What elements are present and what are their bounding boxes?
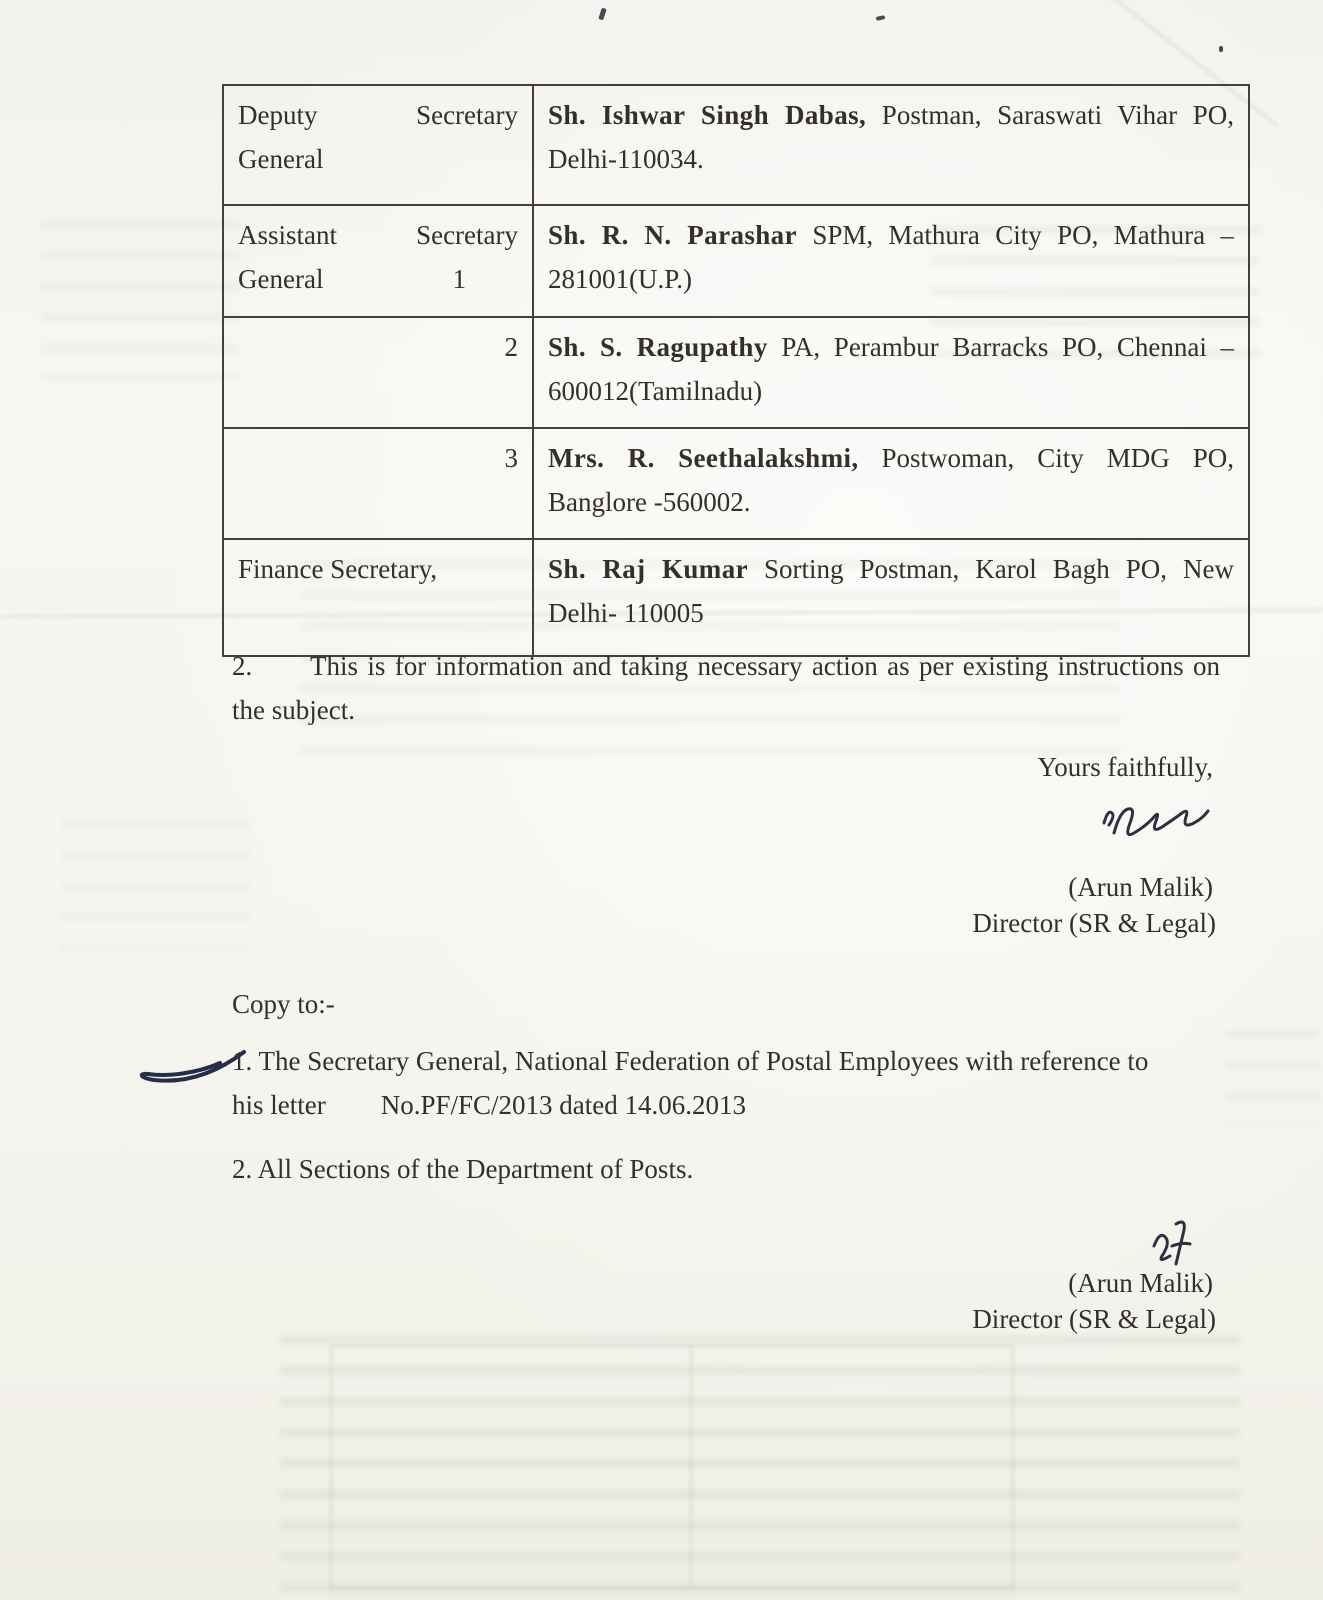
copy-item-1-line2b: No.PF/FC/2013 dated 14.06.2013 <box>380 1089 747 1120</box>
bleedthrough-artifact <box>40 220 240 380</box>
table-row <box>223 428 1249 539</box>
holder-address: PA, Perambur Barracks PO, Chennai – 600012(Tamilnadu) <box>548 332 1234 406</box>
copy-item-1-line2 <box>232 1084 1224 1128</box>
holder-number: 3 <box>504 443 518 473</box>
table-row <box>223 85 1249 205</box>
post-label: Deputy <box>238 100 318 130</box>
holder-number: 1 <box>452 263 466 294</box>
table-row <box>223 317 1249 428</box>
copy-item-1 <box>232 1040 1224 1127</box>
copy-to-text: Copy to:- <box>232 989 335 1019</box>
holder-number: 2 <box>504 332 518 362</box>
holder-address: Sorting Postman, Karol Bagh PO, New Delhi- 110005 <box>548 554 1235 628</box>
ink-speck <box>1219 46 1223 52</box>
holder-address: Postman, Saraswati Vihar PO, Delhi-110034. <box>548 100 1234 174</box>
copy-item-2 <box>232 1148 1224 1192</box>
holder-name: Sh. S. Ragupathy <box>548 332 768 362</box>
holder-name: Sh. Raj Kumar <box>548 554 748 584</box>
signatory2-title-text: Director (SR & Legal) <box>972 1304 1216 1334</box>
para-2-text: This is for information and taking necessary action as per existing instructions on the subject. <box>232 651 1220 725</box>
post-label: General <box>238 143 324 174</box>
post-label: General <box>238 263 324 294</box>
signatory2-title <box>232 1298 1216 1342</box>
holder-name: Sh. Ishwar Singh Dabas, <box>548 100 867 130</box>
ink-speck <box>876 15 886 21</box>
post-label-cell <box>223 205 533 317</box>
holder-name: Mrs. R. Seethalakshmi, <box>548 443 859 473</box>
post-label: Finance Secretary, <box>238 554 438 584</box>
holder-cell <box>533 317 1249 428</box>
copy-item-1-line1: 1. The Secretary General, National Federation of Postal Employees with reference to <box>232 1046 1149 1076</box>
post-label-cell <box>223 317 533 428</box>
signatory-name-text: (Arun Malik) <box>1068 872 1213 902</box>
bleedthrough-artifact <box>690 1345 692 1585</box>
closing-salutation <box>232 746 1213 790</box>
signatory-title <box>232 902 1216 946</box>
holder-cell <box>533 85 1249 205</box>
bleedthrough-artifact <box>60 820 250 950</box>
holder-cell <box>533 539 1249 656</box>
post-label: Assistant <box>238 220 338 250</box>
post-label-cell <box>223 428 533 539</box>
para-2-number: 2. <box>232 651 253 681</box>
holder-address: SPM, Mathura City PO, Mathura – 281001(U.P.) <box>548 220 1234 294</box>
copy-item-1-line2a: his letter <box>232 1089 326 1120</box>
post-label: Secretary <box>416 100 518 130</box>
holder-cell <box>533 205 1249 317</box>
para-2 <box>232 645 1220 732</box>
table-row <box>223 539 1249 656</box>
copy-to-heading <box>232 983 632 1027</box>
ink-speck <box>598 8 606 21</box>
appointments-table <box>222 84 1250 657</box>
bleedthrough-artifact <box>330 1345 1014 1589</box>
holder-address: Postwoman, City MDG PO, Banglore -560002. <box>548 443 1234 517</box>
signature-mark <box>1090 795 1220 865</box>
holder-cell <box>533 428 1249 539</box>
signatory-title-text: Director (SR & Legal) <box>972 908 1216 938</box>
post-label: Secretary <box>416 220 518 250</box>
table-row <box>223 205 1249 317</box>
closing-text: Yours faithfully, <box>1037 752 1213 782</box>
post-label-cell <box>223 539 533 656</box>
bleedthrough-artifact <box>1225 1030 1320 1125</box>
signatory2-name-text: (Arun Malik) <box>1068 1268 1213 1298</box>
copy-item-2-text: 2. All Sections of the Department of Posts. <box>232 1154 694 1184</box>
bleedthrough-artifact <box>280 1335 1240 1600</box>
holder-name: Sh. R. N. Parashar <box>548 220 797 250</box>
post-label-cell <box>223 85 533 205</box>
